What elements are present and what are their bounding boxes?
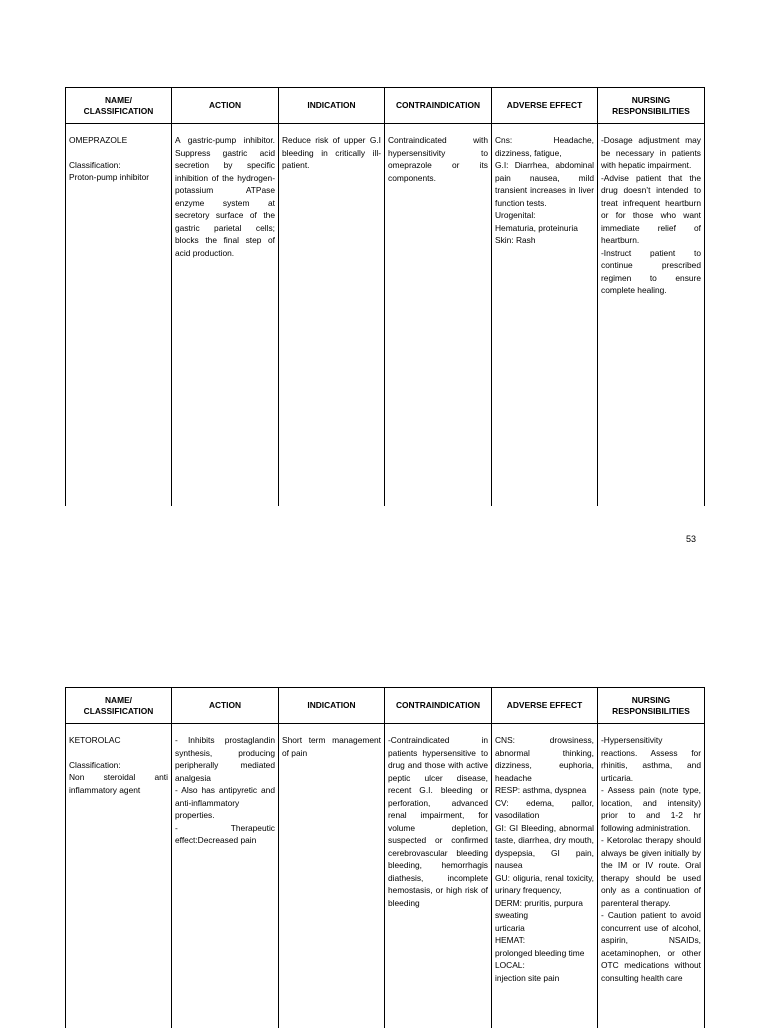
header-nursing-responsibilities: NURSING RESPONSIBILITIES [598, 88, 705, 124]
header-action: ACTION [172, 88, 279, 124]
name-cell [66, 124, 172, 506]
indication-cell: Short term management of pain [279, 724, 385, 1028]
contraindication-cell: Contraindicated with hypersensitivity to omeprazole or its components. [385, 124, 492, 506]
indication-cell: Reduce risk of upper G.I bleeding in critically ill-patient. [279, 124, 385, 506]
classification-label: Classification: [69, 159, 121, 170]
name-cell [66, 724, 172, 1028]
table-row [66, 724, 705, 1028]
adverse-effect-cell: CNS: drowsiness, abnormal thinking, dizziness, euphoria, headache RESP: asthma, dyspnea CV: edema, pallor, vasodilation GI: GI Bleeding, abnormal taste, diarrhea, dry mouth, dyspepsia, GI pain, nausea GU: oliguria, renal toxicity, urinary frequency, DERM: pruritis, purpura sweating urticaria HEMAT: prolonged bleeding time LOCAL: injection site pain [492, 724, 598, 1028]
action-cell: A gastric-pump inhibitor. Suppress gastric acid secretion by specific inhibition of the hydrogen-potassium ATPase enzyme system at secretory surface of the gastric parietal cells; blocks the final step of acid production. [172, 124, 279, 506]
header-indication: INDICATION [279, 688, 385, 724]
drug-name: KETOROLAC [69, 735, 121, 745]
adverse-effect-cell: Cns: Headache, dizziness, fatigue, G.I: Diarrhea, abdominal pain nausea, mild transient increases in liver function tests. Urogenital: Hematuria, proteinuria Skin: Rash [492, 124, 598, 506]
classification-value: Proton-pump inhibitor [69, 172, 150, 182]
header-adverse-effect: ADVERSE EFFECT [492, 688, 598, 724]
page-number: 53 [686, 534, 697, 544]
nursing-cell: -Dosage adjustment may be necessary in patients with hepatic impairment. -Advise patient that the drug doesn’t intended to treat infrequent heartburn or for those who want immediate relief of heartburn. -Instruct patient to continue prescribed regimen to ensure complete healing. [598, 124, 705, 506]
nursing-cell: -Hypersensitivity reactions. Assess for rhinitis, asthma, and urticaria. - Assess pain (note type, location, and intensity) prior to and 1-2 hr following administration. - Ketorolac therapy should always be given initially by the IM or IV route. Oral therapy should be used only as a continuation of parenteral therapy. - Caution patient to avoid concurrent use of alcohol, aspirin, NSAIDs, acetaminophen, or other OTC medications without consulting health care [598, 724, 705, 1028]
table-header-row [66, 88, 705, 124]
classification-value: Non steroidal anti inflammatory agent [69, 772, 168, 795]
classification-label: Classification: [69, 759, 121, 770]
header-adverse-effect: ADVERSE EFFECT [492, 88, 598, 124]
header-name-classification: NAME/ CLASSIFICATION [66, 688, 172, 724]
action-cell: - Inhibits prostaglandin synthesis, producing peripherally mediated analgesia - Also has antipyretic and anti-inflammatory properties. - Therapeutic effect:Decreased pain [172, 724, 279, 1028]
table-row [66, 124, 705, 506]
header-action: ACTION [172, 688, 279, 724]
header-indication: INDICATION [279, 88, 385, 124]
header-contraindication: CONTRAINDICATION [385, 88, 492, 124]
drug-table-omeprazole [65, 87, 705, 506]
contraindication-cell: -Contraindicated in patients hypersensitive to drug and those with active peptic ulcer disease, recent G.I. bleeding or perforation, advanced renal impairment, for volume depletion, suspected or confirmed cerebrovascular bleeding bleeding, hemorrhagis diathesis, incomplete hemostasis, or high risk of bleeding [385, 724, 492, 1028]
header-contraindication: CONTRAINDICATION [385, 688, 492, 724]
header-name-classification: NAME/ CLASSIFICATION [66, 88, 172, 124]
table-header-row [66, 688, 705, 724]
drug-name: OMEPRAZOLE [69, 135, 128, 145]
drug-table-ketorolac [65, 687, 705, 1028]
header-nursing-responsibilities: NURSING RESPONSIBILITIES [598, 688, 705, 724]
